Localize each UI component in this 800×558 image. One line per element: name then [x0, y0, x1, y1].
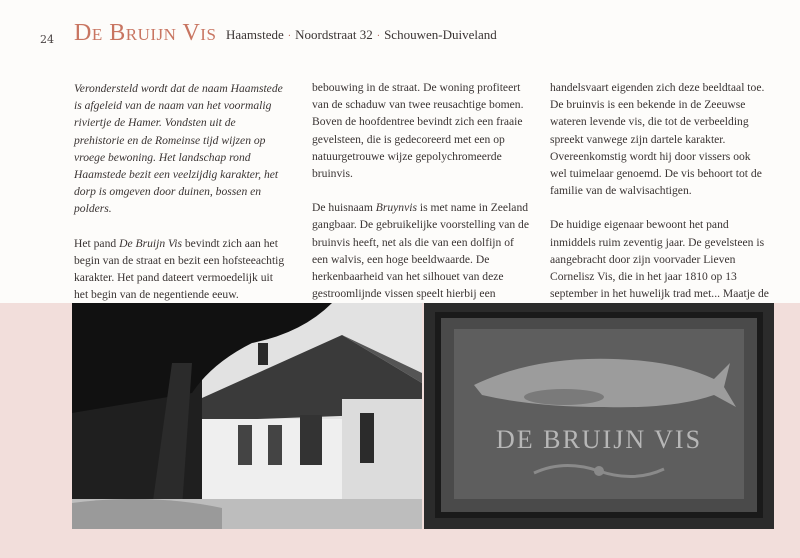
body-paragraph: [312, 199, 530, 319]
house-photo: [72, 303, 422, 529]
stone-inscription: DE BRUIJN VIS: [495, 425, 703, 454]
page-title: De Bruijn Vis: [74, 20, 217, 46]
separator: ·: [287, 31, 292, 42]
text-column-1: [74, 80, 288, 338]
body-paragraph: De huidige eigenaar bewoont het pand inmiddels ruim zeventig jaar. De gevelsteen is aangebracht door zijn voorvader Lieven Cornelisz Vis, die in het jaar 1810 op 13 september in het huwelijk trad met... Maatje de: [550, 218, 769, 301]
text-run: Het pand: [74, 236, 120, 250]
location-municipality: Schouwen-Duiveland: [384, 27, 497, 42]
text-run: De huisnaam: [312, 201, 376, 215]
body-paragraph: handelsvaart eigenden zich deze beeldtaal toe. De bruinvis is een bekende in de Zeeuwse wateren levende vis, die tot de verbeelding spreekt vanwege zijn dartele karakter. Overeenkomstig wordt hij door vissers ook wel tuimelaar genoemd. De vis behoort tot de familie van de walvisachtigen.: [550, 81, 765, 198]
body-paragraph: bebouwing in de straat. De woning profiteert van de schaduw van twee reusachtige bomen. Boven de hoofdentree bevindt zich een fraaie gevelsteen, die is gedecoreerd met een op natuurgetrouwe wijze gepolychromeerde bruinvis.: [312, 81, 524, 181]
text-column-2: [312, 79, 530, 320]
location-line: [226, 27, 497, 43]
house-name: De Bruijn Vis: [119, 236, 182, 250]
location-village: Haamstede: [226, 27, 284, 42]
text-run: bevindt zich aan het begin van de straat en bezit een hofsteeachtig karakter. Het pand dateert vermoedelijk uit het begin van de negentiende eeuw.: [74, 236, 285, 302]
location-street: Noordstraat 32: [295, 27, 373, 42]
separator: ·: [376, 31, 381, 42]
gevelsteen-photo: [424, 303, 774, 529]
intro-paragraph: Verondersteld wordt dat de naam Haamstede is afgeleid van de naam van het voormalig riviertje de Hamer. Vondsten uit de prehistorie en de Romeinse tijd wijzen op vroege bewoning. Het landschap rond Haamstede bezit een veelzijdig karakter, het dorp is omgeven door duinen, bossen en polders.: [74, 82, 283, 216]
page-number: 24: [40, 33, 54, 46]
house-name-variant: Bruynvis: [375, 201, 417, 215]
text-run: is met name in Zeeland gangbaar. De gebruikelijke voorstelling van de bruinvis heeft, net als die van een dolfijn of een walvis, een hoge beeldwaarde. De herkenbaarheid van het silhouet van deze gestroomlijnde vissen speelt hierbij een: [312, 201, 529, 301]
text-column-3: [550, 79, 770, 320]
